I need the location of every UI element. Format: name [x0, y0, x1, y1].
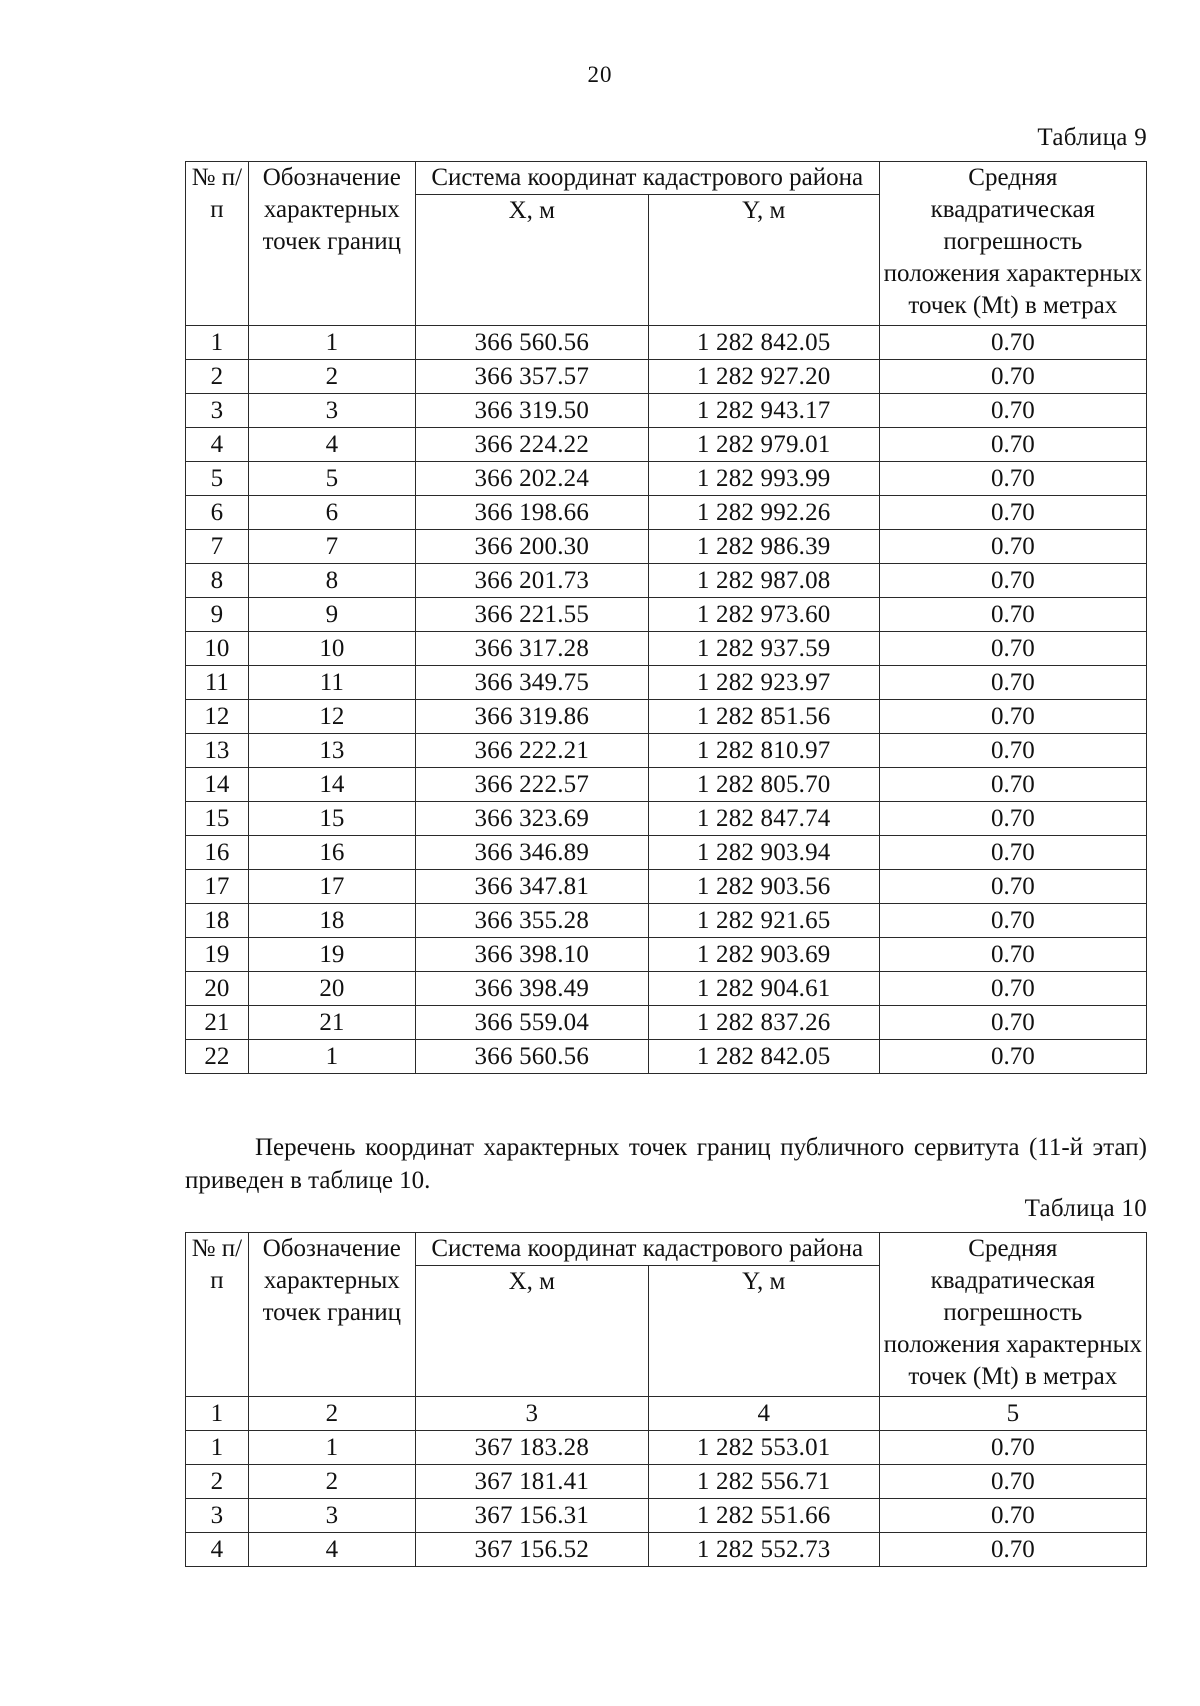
- cell-point: 17: [248, 870, 415, 904]
- cell-x: 366 221.55: [415, 598, 648, 632]
- table-10-caption: Таблица 10: [1024, 1195, 1147, 1222]
- cell-num: 3: [186, 394, 249, 428]
- cell-y: 1 282 993.99: [648, 462, 879, 496]
- cell-y: 1 282 903.56: [648, 870, 879, 904]
- cell-mt: 0.70: [879, 700, 1146, 734]
- table-row: [186, 972, 1147, 1006]
- cell-point: 2: [248, 360, 415, 394]
- cell-y: 1 282 842.05: [648, 326, 879, 360]
- table-row: [186, 462, 1147, 496]
- cell-point: 7: [248, 530, 415, 564]
- cell-y: 1 282 810.97: [648, 734, 879, 768]
- cell-y: 1 282 847.74: [648, 802, 879, 836]
- cell-num: 11: [186, 666, 249, 700]
- cell-x: 366 346.89: [415, 836, 648, 870]
- cell-y: 1 282 921.65: [648, 904, 879, 938]
- column-number: 5: [879, 1397, 1146, 1431]
- cell-y: 1 282 903.94: [648, 836, 879, 870]
- cell-point: 13: [248, 734, 415, 768]
- header-point: Обозначение характерных точек границ: [248, 1233, 415, 1397]
- cell-num: 2: [186, 1465, 249, 1499]
- cell-mt: 0.70: [879, 1006, 1146, 1040]
- cell-mt: 0.70: [879, 496, 1146, 530]
- cell-num: 9: [186, 598, 249, 632]
- cell-y: 1 282 551.66: [648, 1499, 879, 1533]
- cell-num: 18: [186, 904, 249, 938]
- table-row: [186, 802, 1147, 836]
- cell-mt: 0.70: [879, 428, 1146, 462]
- cell-point: 4: [248, 428, 415, 462]
- table-row: [186, 564, 1147, 598]
- cell-x: 366 323.69: [415, 802, 648, 836]
- column-number: 4: [648, 1397, 879, 1431]
- cell-num: 4: [186, 428, 249, 462]
- cell-y: 1 282 992.26: [648, 496, 879, 530]
- cell-num: 5: [186, 462, 249, 496]
- cell-x: 366 559.04: [415, 1006, 648, 1040]
- header-y: Y, м: [648, 1266, 879, 1397]
- cell-x: 367 156.52: [415, 1533, 648, 1567]
- header-x: X, м: [415, 195, 648, 326]
- header-mean-error: Средняя квадратическая погрешность положения характерных точек (Mt) в метрах: [879, 1233, 1146, 1397]
- cell-x: 366 224.22: [415, 428, 648, 462]
- cell-num: 20: [186, 972, 249, 1006]
- cell-num: 15: [186, 802, 249, 836]
- cell-mt: 0.70: [879, 768, 1146, 802]
- cell-num: 2: [186, 360, 249, 394]
- header-coordinate-system: Система координат кадастрового района: [415, 162, 879, 195]
- table-9-body: [186, 326, 1147, 1074]
- cell-num: 12: [186, 700, 249, 734]
- cell-mt: 0.70: [879, 530, 1146, 564]
- cell-point: 20: [248, 972, 415, 1006]
- header-x: X, м: [415, 1266, 648, 1397]
- cell-x: 366 355.28: [415, 904, 648, 938]
- cell-x: 366 347.81: [415, 870, 648, 904]
- cell-num: 3: [186, 1499, 249, 1533]
- cell-num: 7: [186, 530, 249, 564]
- cell-num: 21: [186, 1006, 249, 1040]
- cell-num: 19: [186, 938, 249, 972]
- column-number: 1: [186, 1397, 249, 1431]
- cell-num: 6: [186, 496, 249, 530]
- cell-mt: 0.70: [879, 326, 1146, 360]
- cell-y: 1 282 851.56: [648, 700, 879, 734]
- cell-num: 17: [186, 870, 249, 904]
- table-row: [186, 632, 1147, 666]
- cell-mt: 0.70: [879, 1040, 1146, 1074]
- table-row: [186, 1465, 1147, 1499]
- table-row: [186, 734, 1147, 768]
- cell-point: 3: [248, 394, 415, 428]
- cell-x: 366 398.10: [415, 938, 648, 972]
- table-row: [186, 904, 1147, 938]
- cell-num: 16: [186, 836, 249, 870]
- table-row: [186, 700, 1147, 734]
- table-row: [186, 530, 1147, 564]
- cell-x: 367 183.28: [415, 1431, 648, 1465]
- cell-y: 1 282 556.71: [648, 1465, 879, 1499]
- cell-mt: 0.70: [879, 564, 1146, 598]
- paragraph-text: Перечень координат характерных точек границ публичного сервитута (11-й этап) приведен в таблице 10.: [185, 1134, 1147, 1194]
- cell-y: 1 282 979.01: [648, 428, 879, 462]
- table-row: [186, 768, 1147, 802]
- column-number-row: [186, 1397, 1147, 1431]
- cell-x: 366 222.21: [415, 734, 648, 768]
- cell-mt: 0.70: [879, 972, 1146, 1006]
- cell-point: 1: [248, 1040, 415, 1074]
- cell-point: 8: [248, 564, 415, 598]
- cell-x: 366 398.49: [415, 972, 648, 1006]
- cell-point: 1: [248, 1431, 415, 1465]
- cell-y: 1 282 904.61: [648, 972, 879, 1006]
- cell-x: 366 319.86: [415, 700, 648, 734]
- cell-x: 366 560.56: [415, 326, 648, 360]
- cell-x: 366 317.28: [415, 632, 648, 666]
- cell-x: 366 222.57: [415, 768, 648, 802]
- cell-y: 1 282 842.05: [648, 1040, 879, 1074]
- cell-mt: 0.70: [879, 1431, 1146, 1465]
- cell-point: 6: [248, 496, 415, 530]
- cell-x: 366 560.56: [415, 1040, 648, 1074]
- cell-num: 1: [186, 1431, 249, 1465]
- cell-num: 14: [186, 768, 249, 802]
- cell-mt: 0.70: [879, 1533, 1146, 1567]
- table-row: [186, 666, 1147, 700]
- header-num: № п/п: [186, 1233, 249, 1397]
- cell-x: 366 198.66: [415, 496, 648, 530]
- header-y: Y, м: [648, 195, 879, 326]
- cell-x: 366 357.57: [415, 360, 648, 394]
- column-number: 3: [415, 1397, 648, 1431]
- table-row: [186, 1431, 1147, 1465]
- cell-y: 1 282 987.08: [648, 564, 879, 598]
- cell-y: 1 282 553.01: [648, 1431, 879, 1465]
- cell-point: 12: [248, 700, 415, 734]
- cell-num: 4: [186, 1533, 249, 1567]
- cell-point: 1: [248, 326, 415, 360]
- cell-mt: 0.70: [879, 836, 1146, 870]
- cell-x: 367 156.31: [415, 1499, 648, 1533]
- cell-mt: 0.70: [879, 1465, 1146, 1499]
- cell-point: 4: [248, 1533, 415, 1567]
- cell-point: 18: [248, 904, 415, 938]
- paragraph-table-10-intro: [185, 1131, 1147, 1197]
- cell-mt: 0.70: [879, 870, 1146, 904]
- cell-mt: 0.70: [879, 462, 1146, 496]
- table-row: [186, 836, 1147, 870]
- header-mean-error: Средняя квадратическая погрешность положения характерных точек (Mt) в метрах: [879, 162, 1146, 326]
- table-row: [186, 870, 1147, 904]
- cell-mt: 0.70: [879, 360, 1146, 394]
- table-row: [186, 598, 1147, 632]
- cell-y: 1 282 927.20: [648, 360, 879, 394]
- cell-y: 1 282 903.69: [648, 938, 879, 972]
- cell-mt: 0.70: [879, 666, 1146, 700]
- cell-point: 10: [248, 632, 415, 666]
- cell-y: 1 282 943.17: [648, 394, 879, 428]
- cell-point: 9: [248, 598, 415, 632]
- table-10-body: [186, 1397, 1147, 1567]
- cell-mt: 0.70: [879, 394, 1146, 428]
- cell-point: 21: [248, 1006, 415, 1040]
- cell-point: 16: [248, 836, 415, 870]
- header-point: Обозначение характерных точек границ: [248, 162, 415, 326]
- header-num: № п/п: [186, 162, 249, 326]
- table-row: [186, 360, 1147, 394]
- table-row: [186, 1006, 1147, 1040]
- cell-y: 1 282 837.26: [648, 1006, 879, 1040]
- cell-num: 8: [186, 564, 249, 598]
- table-row: [186, 1499, 1147, 1533]
- cell-x: 366 202.24: [415, 462, 648, 496]
- cell-num: 10: [186, 632, 249, 666]
- cell-y: 1 282 552.73: [648, 1533, 879, 1567]
- cell-num: 1: [186, 326, 249, 360]
- page-number: 20: [587, 62, 613, 87]
- cell-mt: 0.70: [879, 938, 1146, 972]
- cell-point: 15: [248, 802, 415, 836]
- cell-point: 5: [248, 462, 415, 496]
- table-row: [186, 1533, 1147, 1567]
- cell-x: 366 200.30: [415, 530, 648, 564]
- cell-point: 14: [248, 768, 415, 802]
- cell-x: 366 201.73: [415, 564, 648, 598]
- table-row: [186, 326, 1147, 360]
- cell-point: 11: [248, 666, 415, 700]
- cell-mt: 0.70: [879, 1499, 1146, 1533]
- header-coordinate-system: Система координат кадастрового района: [415, 1233, 879, 1266]
- table-9: [185, 161, 1147, 1074]
- cell-point: 2: [248, 1465, 415, 1499]
- cell-num: 22: [186, 1040, 249, 1074]
- table-row: [186, 428, 1147, 462]
- cell-y: 1 282 937.59: [648, 632, 879, 666]
- table-row: [186, 394, 1147, 428]
- cell-x: 367 181.41: [415, 1465, 648, 1499]
- cell-x: 366 319.50: [415, 394, 648, 428]
- cell-y: 1 282 805.70: [648, 768, 879, 802]
- cell-x: 366 349.75: [415, 666, 648, 700]
- cell-y: 1 282 986.39: [648, 530, 879, 564]
- table-row: [186, 496, 1147, 530]
- table-10: [185, 1232, 1147, 1567]
- cell-y: 1 282 973.60: [648, 598, 879, 632]
- cell-mt: 0.70: [879, 598, 1146, 632]
- cell-mt: 0.70: [879, 904, 1146, 938]
- cell-point: 3: [248, 1499, 415, 1533]
- table-row: [186, 1040, 1147, 1074]
- cell-point: 19: [248, 938, 415, 972]
- cell-y: 1 282 923.97: [648, 666, 879, 700]
- cell-mt: 0.70: [879, 734, 1146, 768]
- cell-mt: 0.70: [879, 632, 1146, 666]
- table-9-caption: Таблица 9: [1037, 124, 1147, 151]
- cell-num: 13: [186, 734, 249, 768]
- table-row: [186, 938, 1147, 972]
- column-number: 2: [248, 1397, 415, 1431]
- cell-mt: 0.70: [879, 802, 1146, 836]
